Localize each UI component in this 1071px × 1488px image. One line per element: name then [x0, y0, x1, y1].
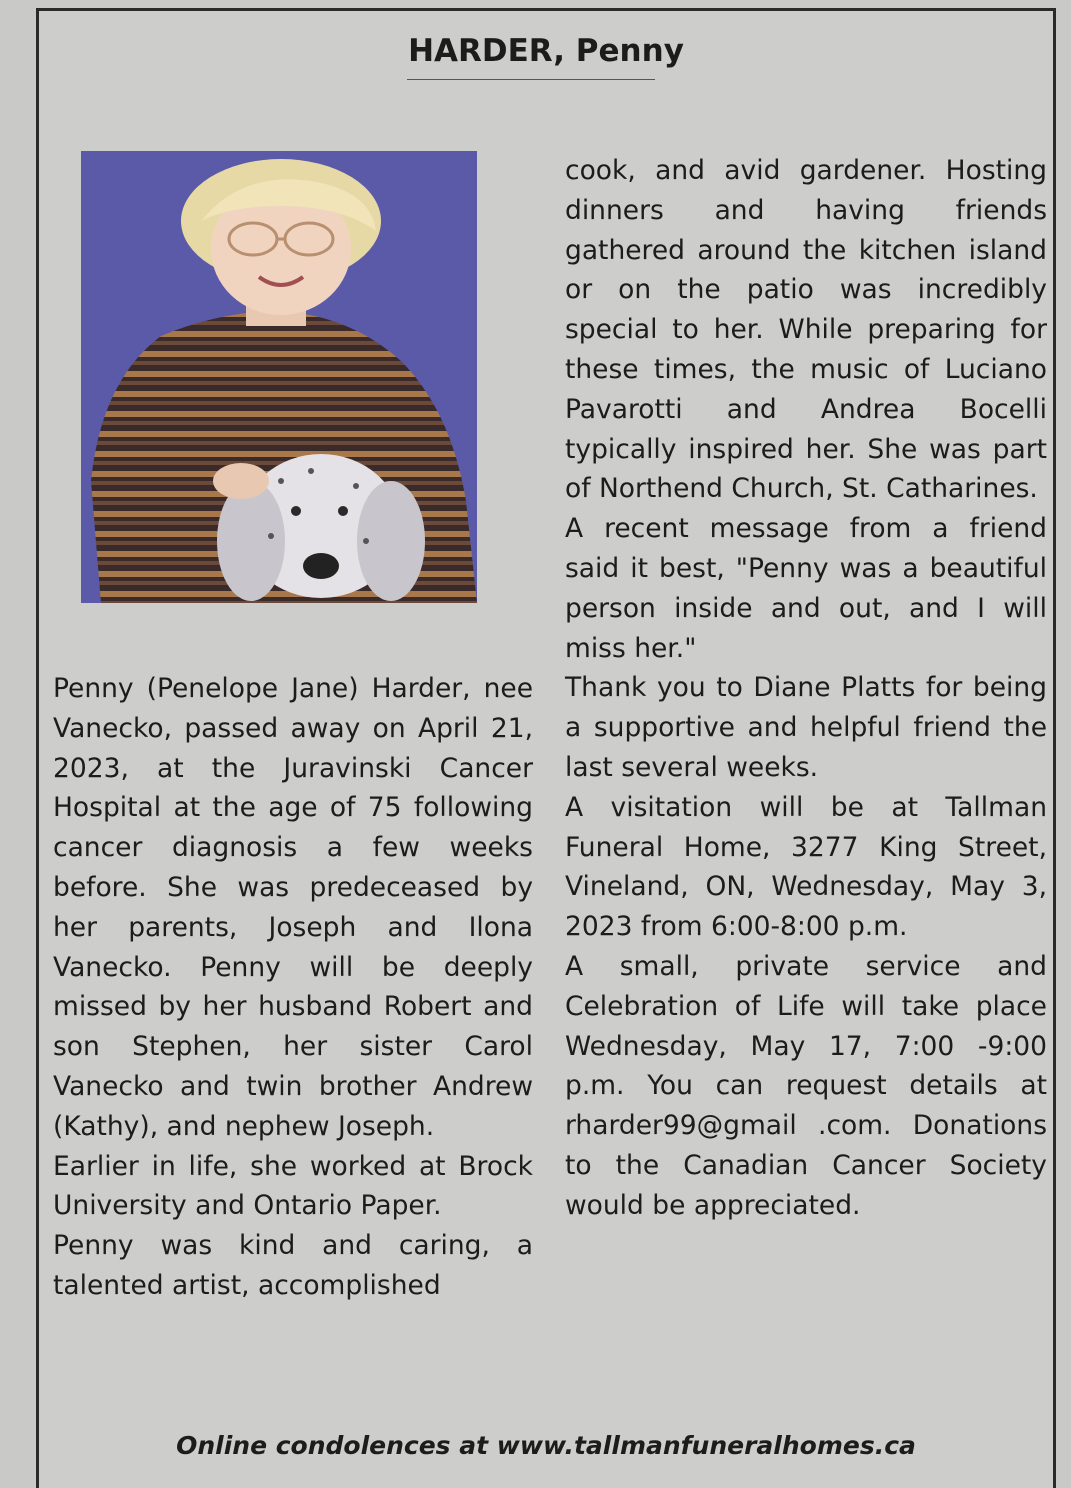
- obituary-paragraph: Thank you to Diane Platts for being a supportive and helpful friend the last several weeks.: [565, 672, 1047, 783]
- obituary-paragraph: A visitation will be at Tallman Funeral Home, 3277 King Street, Vineland, ON, Wednesday, May 3, 2023 from 6:00-8:00 p.m.: [565, 791, 1047, 943]
- obituary-clipping: [36, 8, 1056, 1488]
- obituary-paragraph: A recent message from a friend said it best, "Penny was a beautiful person inside and out, and I will miss her.": [565, 513, 1047, 664]
- obituary-paragraph: cook, and avid gardener. Hosting dinners and having friends gathered around the kitchen island or on the patio was incredibly special to her. While preparing for these times, the music of Luciano Pavarotti and Andrea Bocelli typically inspired her. She was part of Northend Church, St. Catharines.: [565, 155, 1047, 505]
- title-underline: [407, 79, 655, 80]
- obituary-paragraph: Penny was kind and caring, a talented artist, accomplished: [53, 1230, 533, 1301]
- obituary-right-column: [565, 151, 1047, 1226]
- obituary-paragraph: A small, private service and Celebration of Life will take place Wednesday, May 17, 7:00 -9:00 p.m. You can request details at rharder99@gmail .com. Donations to the Canadian Cancer Society would be appreciated.: [565, 950, 1047, 1221]
- condolences-footer: Online condolences at www.tallmanfuneralhomes.ca: [176, 1431, 916, 1460]
- obituary-paragraph: Penny (Penelope Jane) Harder, nee Vanecko, passed away on April 21, 2023, at the Juravinski Cancer Hospital at the age of 75 following cancer diagnosis a few weeks before. She was predeceased by her parents, Joseph and Ilona Vanecko. Penny will be deeply missed by her husband Robert and son Stephen, her sister Carol Vanecko and twin brother Andrew (Kathy), and nephew Joseph.: [53, 673, 533, 1142]
- obituary-paragraph: Earlier in life, she worked at Brock University and Ontario Paper.: [53, 1150, 533, 1222]
- portrait-illustration: [81, 151, 477, 603]
- obituary-title: HARDER, Penny: [408, 33, 684, 69]
- obituary-left-column: [53, 669, 533, 1306]
- portrait-photo: [81, 151, 477, 603]
